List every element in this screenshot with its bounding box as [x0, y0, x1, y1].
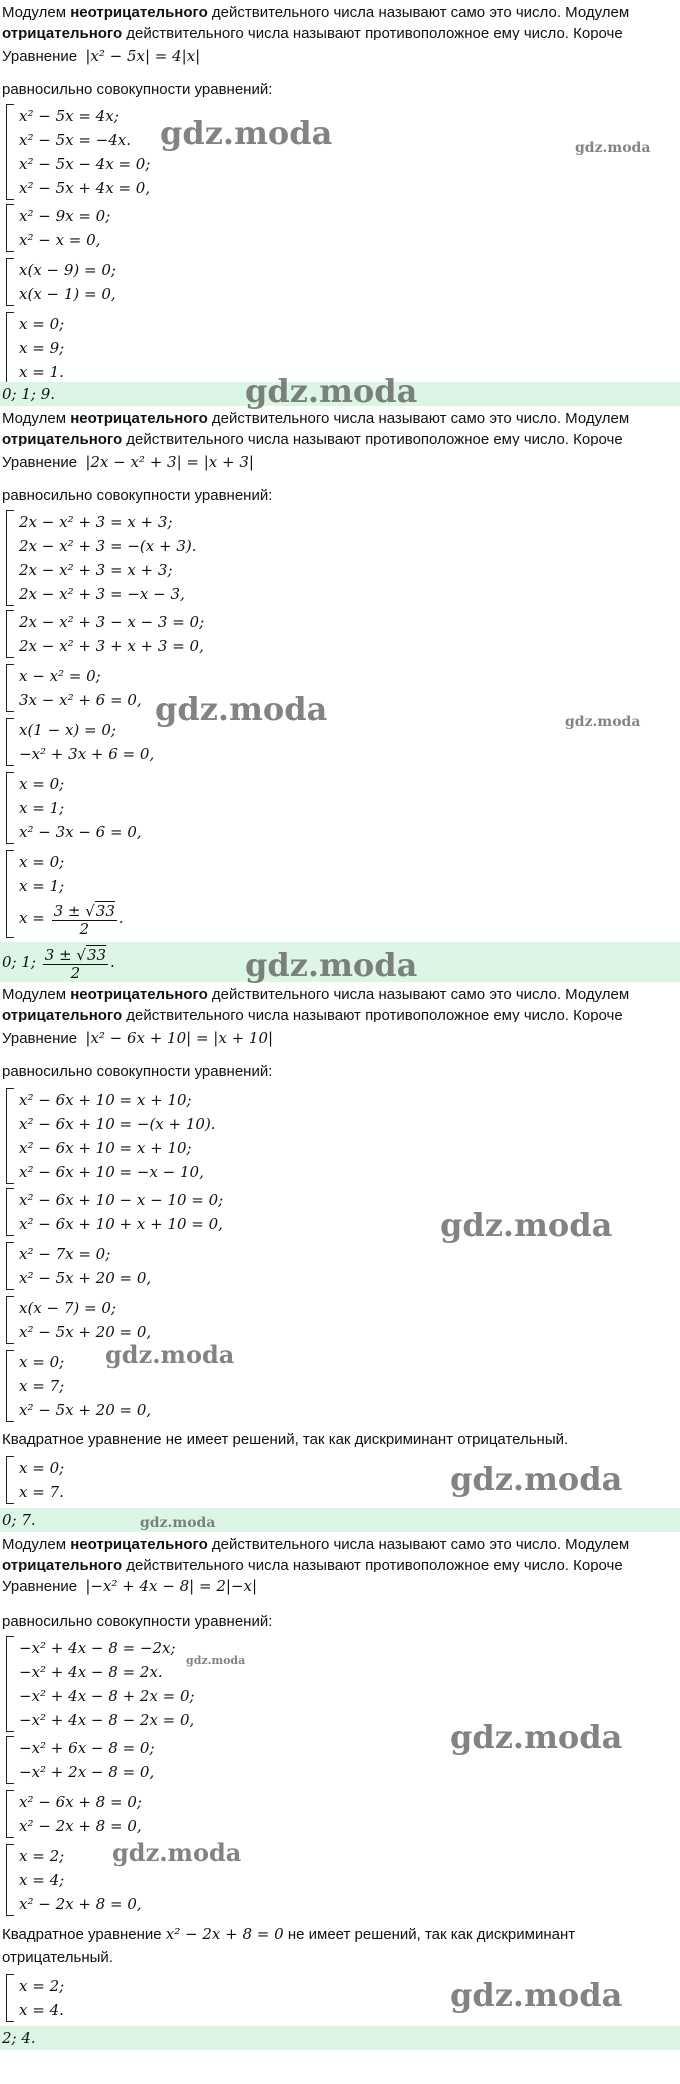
- equation-row: x² − 6x + 8 = 0;: [19, 1793, 142, 1811]
- watermark: gdz.moda: [245, 372, 418, 410]
- watermark: gdz.moda: [450, 1718, 623, 1756]
- equation-line: Уравнение |x² − 6x + 10| = |x + 10|: [2, 1029, 274, 1047]
- system: [6, 610, 204, 658]
- no-solution-note: Квадратное уравнение не имеет решений, так как дискриминант отрицательный.: [2, 1431, 569, 1448]
- intro-paragraph: Модулем неотрицательного действительного числа называют само это число. Модулем отрицательного действительного числа называют противоположное ему число. Короче: [2, 410, 630, 446]
- system: [6, 1736, 155, 1784]
- watermark: gdz.moda: [140, 1515, 216, 1531]
- system: [6, 510, 196, 606]
- watermark: gdz.moda: [105, 1340, 235, 1369]
- equation-row: x² − 6x + 10 = −(x + 10).: [19, 1115, 216, 1133]
- system: [6, 1242, 151, 1290]
- intro-paragraph: Модулем неотрицательного действительного числа называют само это число. Модулем отрицательного действительного числа называют противоположное ему число. Короче: [2, 986, 630, 1022]
- system: [6, 718, 154, 766]
- watermark: gdz.moda: [450, 1976, 623, 2014]
- watermark: gdz.moda: [450, 1460, 623, 1498]
- equation-row: −x² + 4x − 8 = −2x;: [19, 1639, 176, 1657]
- equation-row: x − x² = 0;: [19, 667, 101, 685]
- answer-bar: 0; 1; 9.: [0, 382, 680, 406]
- equation-row: x² − 6x + 10 = x + 10;: [19, 1091, 192, 1109]
- system: [6, 204, 110, 252]
- equation-row: x(1 − x) = 0;: [19, 721, 116, 739]
- equation-line: Уравнение |2x − x² + 3| = |x + 3|: [2, 453, 254, 471]
- answer-bar: 2; 4.: [0, 2026, 680, 2050]
- system: [6, 1088, 216, 1184]
- system: [6, 1974, 64, 2022]
- equivalent-label: равносильно совокупности уравнений:: [2, 81, 273, 98]
- equation-row: x² − 9x = 0;: [19, 207, 111, 225]
- equation-row: −x² + 3x + 6 = 0,: [19, 745, 155, 763]
- equivalent-label: равносильно совокупности уравнений:: [2, 1063, 273, 1080]
- equation-row: −x² + 2x − 8 = 0,: [19, 1763, 155, 1781]
- equation-row: x² − 5x + 4x = 0,: [19, 179, 151, 197]
- equation-row: x² − x = 0,: [19, 231, 101, 249]
- equation-row: x² − 5x + 20 = 0,: [19, 1269, 152, 1287]
- equation-row: x² − 6x + 10 = x + 10;: [19, 1139, 192, 1157]
- equation-row: x = 2;: [19, 1847, 65, 1865]
- equation-row: 2x − x² + 3 − x − 3 = 0;: [19, 613, 205, 631]
- equation-row: 2x − x² + 3 = x + 3;: [19, 513, 173, 531]
- equation-row: x = 7;: [19, 1377, 65, 1395]
- equation-row: x = 0;: [19, 853, 65, 871]
- equation-row: 2x − x² + 3 + x + 3 = 0,: [19, 637, 204, 655]
- equation: |x² − 5x| = 4|x|: [85, 47, 201, 65]
- system: [6, 772, 142, 844]
- watermark: gdz.moda: [186, 1654, 246, 1667]
- equation-row: x² − 6x + 10 = −x − 10,: [19, 1163, 204, 1181]
- equivalent-label: равносильно совокупности уравнений:: [2, 1613, 273, 1630]
- equation-row: x² − 7x = 0;: [19, 1245, 111, 1263]
- equivalent-label: равносильно совокупности уравнений:: [2, 487, 273, 504]
- equation-row: x = 0;: [19, 315, 65, 333]
- system: [6, 850, 124, 938]
- equation-row: −x² + 6x − 8 = 0;: [19, 1739, 155, 1757]
- system: [6, 104, 150, 200]
- equation-row: x² − 5x = −4x.: [19, 131, 132, 149]
- equation: |x² − 6x + 10| = |x + 10|: [85, 1029, 274, 1047]
- equation-row: x² − 5x + 20 = 0,: [19, 1323, 152, 1341]
- system: [6, 1636, 195, 1732]
- equation-row: x = 1.: [19, 363, 64, 381]
- equation-row: x = 4;: [19, 1871, 65, 1889]
- equation-row: −x² + 4x − 8 − 2x = 0,: [19, 1711, 195, 1729]
- watermark: gdz.moda: [112, 1838, 242, 1867]
- equation-row: x(x − 9) = 0;: [19, 261, 116, 279]
- watermark: gdz.moda: [155, 690, 328, 728]
- fraction: $\frac{3 \pm √33}{2}$: [44, 945, 107, 982]
- watermark: gdz.moda: [160, 114, 333, 152]
- equation: |2x − x² + 3| = |x + 3|: [85, 453, 254, 471]
- equation-row: x = 1;: [19, 799, 65, 817]
- equation-row: x² − 5x = 4x;: [19, 107, 119, 125]
- equation-row: x² − 5x − 4x = 0;: [19, 155, 151, 173]
- equation-row: x = $\frac{3 \pm √33}{2}$ .: [19, 901, 124, 938]
- equation-row: x² − 2x + 8 = 0,: [19, 1895, 142, 1913]
- equation-row: x = 0;: [19, 1353, 65, 1371]
- equation-line: Уравнение |−x² + 4x − 8| = 2|−x|: [2, 1577, 257, 1595]
- equation-row: x² − 2x + 8 = 0,: [19, 1817, 142, 1835]
- intro-paragraph: Модулем неотрицательного действительного числа называют само это число. Модулем отрицательного действительного числа называют противоположное ему число. Короче: [2, 4, 630, 40]
- watermark: gdz.moda: [245, 946, 418, 984]
- system: [6, 258, 116, 306]
- no-solution-note-cont: отрицательный.: [2, 1949, 113, 1966]
- system: [6, 312, 64, 384]
- equation-row: 3x − x² + 6 = 0,: [19, 691, 142, 709]
- equation-row: x = 2;: [19, 1977, 65, 1995]
- intro-paragraph: Модулем неотрицательного действительного числа называют само это число. Модулем отрицательного действительного числа называют противоположное ему число. Короче: [2, 1536, 630, 1572]
- equation-row: x = 0;: [19, 1459, 65, 1477]
- equation-row: x = 0;: [19, 775, 65, 793]
- equation: |−x² + 4x − 8| = 2|−x|: [85, 1577, 257, 1595]
- equation-row: x(x − 7) = 0;: [19, 1299, 116, 1317]
- system: [6, 1790, 142, 1838]
- system: [6, 1188, 223, 1236]
- equation-row: −x² + 4x − 8 = 2x.: [19, 1663, 163, 1681]
- equation-row: 2x − x² + 3 = x + 3;: [19, 561, 173, 579]
- equation-row: −x² + 4x − 8 + 2x = 0;: [19, 1687, 195, 1705]
- system: [6, 1296, 151, 1344]
- fraction: $\frac{3 \pm √33}{2}$: [53, 901, 115, 938]
- equation-row: x² − 6x + 10 + x + 10 = 0,: [19, 1215, 223, 1233]
- equation-row: x² − 5x + 20 = 0,: [19, 1401, 152, 1419]
- equation-row: x = 9;: [19, 339, 65, 357]
- equation-row: x(x − 1) = 0,: [19, 285, 116, 303]
- equation-line: Уравнение |x² − 5x| = 4|x|: [2, 47, 201, 65]
- answer-bar: 0; 1; $\frac{3 \pm √33}{2}$ .: [0, 942, 680, 982]
- system: [6, 1456, 64, 1504]
- equation-row: x = 1;: [19, 877, 65, 895]
- equation-row: x² − 3x − 6 = 0,: [19, 823, 142, 841]
- equation-row: x² − 6x + 10 − x − 10 = 0;: [19, 1191, 224, 1209]
- equation-row: 2x − x² + 3 = −x − 3,: [19, 585, 185, 603]
- watermark: gdz.moda: [575, 140, 651, 156]
- answer-bar: 0; 7.: [0, 1508, 680, 1532]
- equation-row: x = 4.: [19, 2001, 64, 2019]
- watermark: gdz.moda: [565, 714, 641, 730]
- system: [6, 664, 142, 712]
- equation-row: x = 7.: [19, 1483, 64, 1501]
- no-solution-note: Квадратное уравнение x² − 2x + 8 = 0 не имеет решений, так как дискриминант: [2, 1925, 576, 1943]
- watermark: gdz.moda: [440, 1206, 613, 1244]
- equation-row: 2x − x² + 3 = −(x + 3).: [19, 537, 197, 555]
